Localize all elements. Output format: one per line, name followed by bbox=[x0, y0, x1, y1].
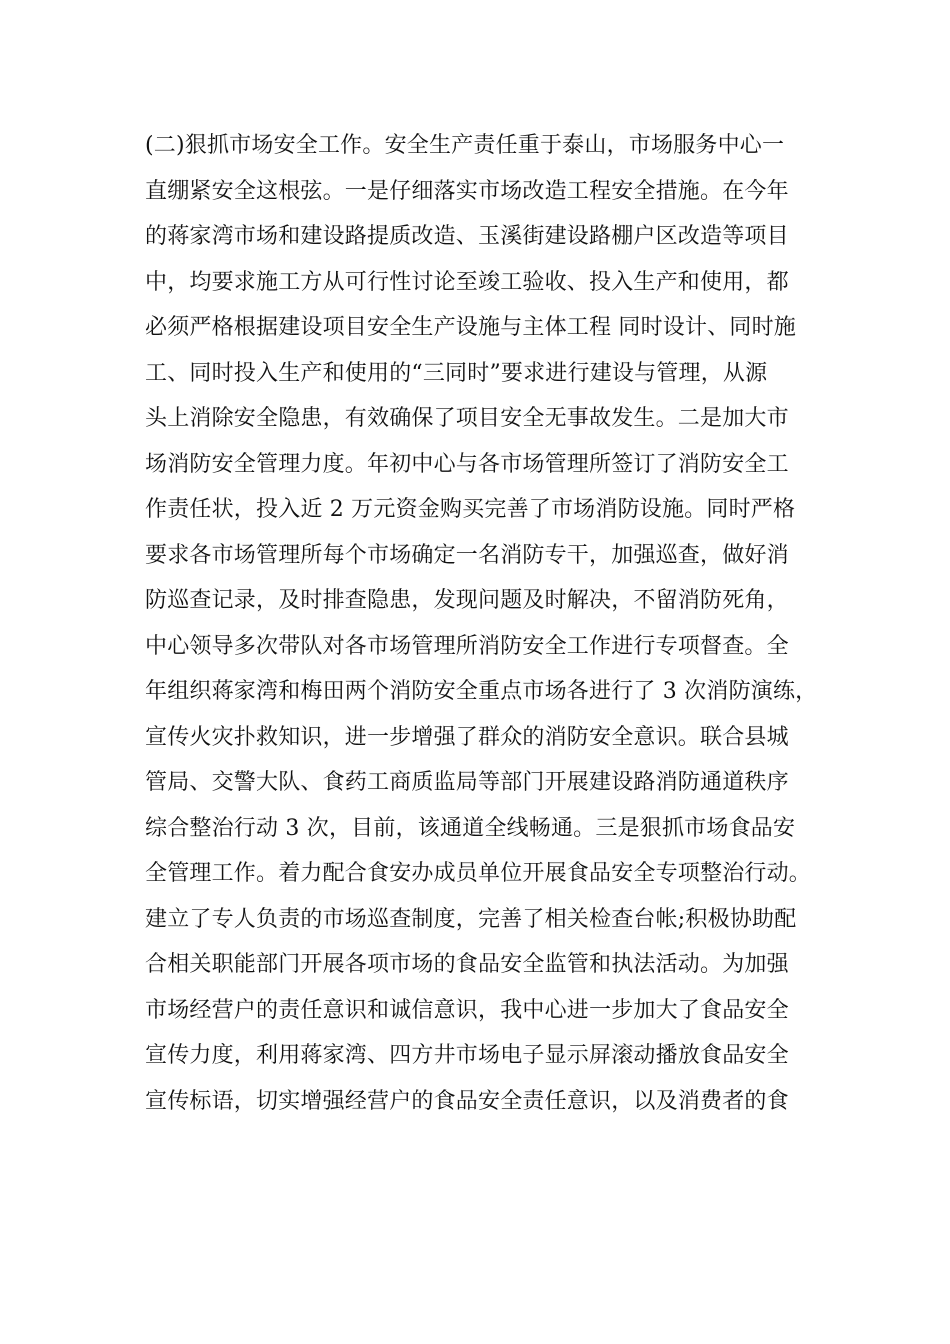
text-line: 全管理工作。着力配合食安办成员单位开展食品安全专项整治行动。 bbox=[145, 861, 812, 886]
text-line: (二)狠抓市场安全工作。安全生产责任重于泰山，市场服务中心一 bbox=[145, 133, 785, 158]
text-line: 工、同时投入生产和使用的“三同时”要求进行建设与管理，从源 bbox=[145, 360, 768, 386]
text-line: 中，均要求施工方从可行性讨论至竣工验收、投入生产和使用，都 bbox=[145, 269, 789, 295]
text-line: 要求各市场管理所每个市场确定一名消防专干，加强巡查，做好消 bbox=[145, 542, 789, 568]
text-line: 管局、交警大队、食药工商质监局等部门开展建设路消防通道秩序 bbox=[145, 770, 789, 795]
text-line: 综合整治行动 3 次，目前，该通道全线畅通。三是狠抓市场食品安 bbox=[145, 815, 796, 841]
text-line: 的蒋家湾市场和建设路提质改造、玉溪街建设路棚户区改造等项目 bbox=[145, 224, 789, 249]
text-line: 建立了专人负责的市场巡查制度，完善了相关检查台帐;积极协助配 bbox=[145, 906, 797, 932]
text-line: 中心领导多次带队对各市场管理所消防安全工作进行专项督查。全 bbox=[145, 633, 789, 659]
text-line: 市场经营户的责任意识和诚信意识，我中心进一步加大了食品安全 bbox=[145, 997, 789, 1023]
text-line: 防巡查记录，及时排查隐患，发现问题及时解决，不留消防死角， bbox=[145, 588, 789, 613]
text-line: 必须严格根据建设项目安全生产设施与主体工程 同时设计、同时施 bbox=[145, 315, 796, 340]
text-line: 合相关职能部门开展各项市场的食品安全监管和执法活动。为加强 bbox=[145, 952, 789, 977]
text-line: 直绷紧安全这根弦。一是仔细落实市场改造工程安全措施。在今年 bbox=[145, 178, 789, 204]
text-line: 宣传力度，利用蒋家湾、四方井市场电子显示屏滚动播放食品安全 bbox=[145, 1043, 789, 1068]
body-paragraph bbox=[145, 128, 835, 1129]
text-line: 作责任状，投入近 2 万元资金购买完善了市场消防设施。同时严格 bbox=[145, 497, 796, 522]
text-line: 宣传火灾扑救知识，进一步增强了群众的消防安全意识。联合县城 bbox=[145, 724, 789, 750]
text-line: 宣传标语，切实增强经营户的食品安全责任意识，以及消费者的食 bbox=[145, 1088, 789, 1114]
text-line: 头上消除安全隐患，有效确保了项目安全无事故发生。二是加大市 bbox=[145, 406, 789, 431]
text-line: 场消防安全管理力度。年初中心与各市场管理所签订了消防安全工 bbox=[145, 451, 789, 477]
text-line: 年组织蒋家湾和梅田两个消防安全重点市场各进行了 3 次消防演练， bbox=[145, 679, 818, 704]
